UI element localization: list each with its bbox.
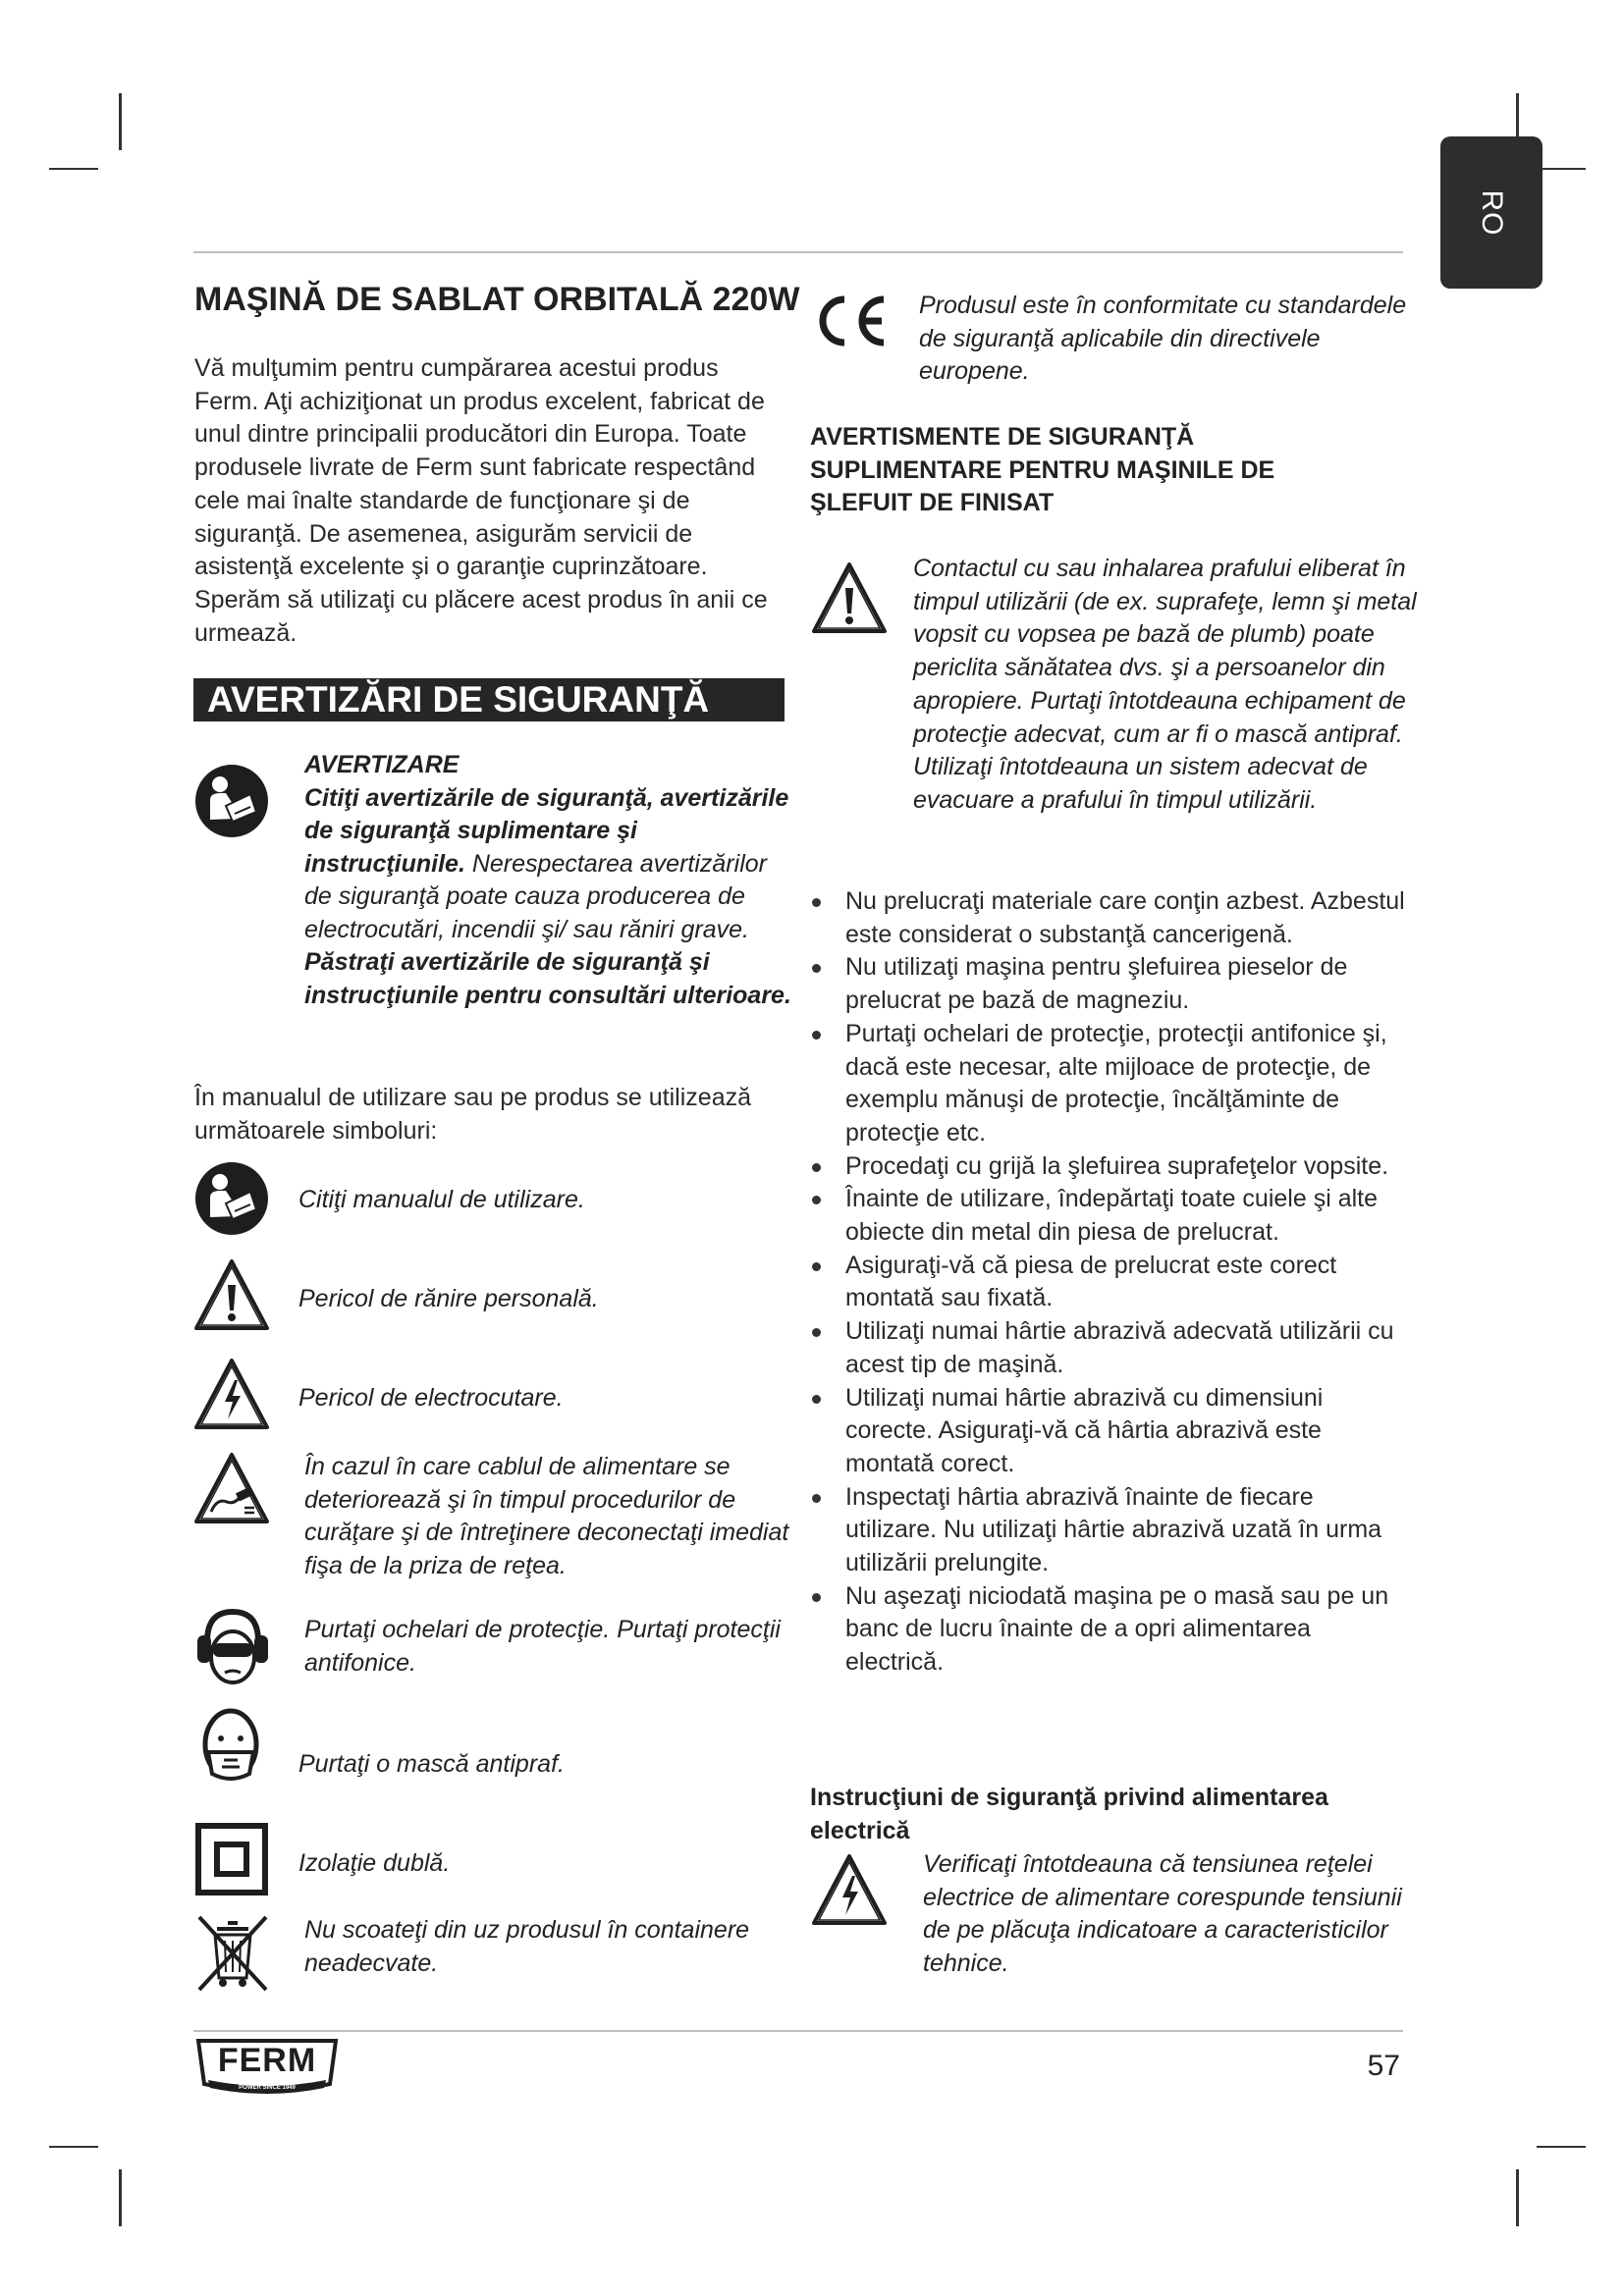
symbol-label: Citiţi manualul de utilizare. bbox=[298, 1186, 585, 1213]
ce-text: Produsul este în conformitate cu standardele de siguranţă aplicabile din directivele europene. bbox=[919, 292, 1407, 385]
electric-shock-icon bbox=[811, 1852, 888, 1927]
list-item: Inspectaţi hârtia abrazivă înainte de fiecare utilizare. Nu utilizaţi hârtie abrazivă uzată în urma utilizării prelungite. bbox=[810, 1481, 1409, 1580]
brand-name: FERM bbox=[217, 2042, 317, 2079]
language-tab bbox=[1440, 136, 1543, 289]
crop-mark bbox=[49, 2146, 98, 2148]
list-item: Utilizaţi numai hârtie abrazivă cu dimensiuni corecte. Asiguraţi-vă că hârtia abrazivă este montată corect. bbox=[810, 1382, 1409, 1481]
page-title: MAŞINĂ DE SABLAT ORBITALĂ 220W bbox=[194, 281, 800, 318]
warning-keep-text: Păstraţi avertizările de siguranţă şi instrucţiunile pentru consultări ulterioare. bbox=[304, 948, 791, 1009]
electrical-heading: Instrucţiuni de siguranţă privind alimentarea electrică bbox=[810, 1784, 1328, 1844]
crop-mark bbox=[49, 168, 98, 170]
list-item: Asiguraţi-vă că piesa de prelucrat este corect montată sau fixată. bbox=[810, 1250, 1409, 1315]
ce-mark bbox=[811, 292, 890, 350]
unplug-cable-icon bbox=[193, 1451, 270, 1525]
symbol-label: Izolaţie dublă. bbox=[298, 1849, 451, 1877]
list-item: Purtaţi ochelari de protecţie, protecţii antifonice şi, dacă este necesar, alte mijloace de protecţie, de exemplu mănuşi de protecţie, încălţăminte de protecţie etc. bbox=[810, 1018, 1409, 1150]
warning-body-text: Nerespectarea avertizărilor de siguranţă poate cauza producerea de electrocutări, incendii şi/ sau răniri grave. bbox=[304, 849, 767, 943]
crop-mark bbox=[119, 2169, 122, 2226]
sanding-heading: AVERTISMENTE DE SIGURANŢĂ SUPLIMENTARE PENTRU MAŞINILE DE ŞLEFUIT DE FINISAT bbox=[810, 423, 1275, 516]
section-header bbox=[193, 678, 785, 721]
list-item: Nu utilizaţi maşina pentru şlefuirea pieselor de prelucrat pe bază de magneziu. bbox=[810, 951, 1409, 1017]
crossed-bin-icon bbox=[195, 1913, 270, 1994]
bottom-rule bbox=[193, 2030, 1403, 2032]
double-insulation-icon bbox=[195, 1823, 268, 1896]
warning-bold-text: Citiţi avertizările de siguranţă, avertizările de siguranţă suplimentare şi instrucţiunile. bbox=[304, 783, 789, 878]
symbol-label: Nu scoateţi din uz produsul în containere neadecvate. bbox=[304, 1916, 750, 1977]
symbol-label: Pericol de rănire personală. bbox=[298, 1285, 599, 1312]
warning-heading: AVERTIZARE bbox=[304, 751, 460, 778]
warning-block bbox=[297, 749, 797, 1012]
crop-mark bbox=[1537, 2146, 1586, 2148]
warning-triangle-icon bbox=[811, 561, 888, 635]
electric-shock-icon bbox=[193, 1357, 270, 1431]
list-item: Înainte de utilizare, îndepărtaţi toate cuiele şi alte obiecte din metal din piesa de prelucrat. bbox=[810, 1183, 1409, 1249]
dust-warning-text: Contactul cu sau inhalarea prafului eliberat în timpul utilizării (de ex. suprafeţe, lemn şi metal vopsit cu vopsea pe bază de plumb) poate periclita sănătatea dvs. şi a persoanelor din apropiere. Purtaţi întotdeauna echipament de protecţie adecvat, cum ar fi o mască antipraf. Utilizaţi întotdeauna un sistem adecvat de evacuare a prafului în timpul utilizării. bbox=[913, 555, 1417, 814]
crop-mark bbox=[119, 93, 122, 150]
dust-mask-icon bbox=[196, 1707, 265, 1786]
read-manual-icon bbox=[193, 1160, 270, 1237]
language-tab-label: RO bbox=[1476, 189, 1508, 236]
section-header-title: AVERTIZĂRI DE SIGURANŢĂ bbox=[207, 679, 710, 720]
top-rule bbox=[193, 251, 1403, 253]
goggles-earmuffs-icon bbox=[193, 1606, 272, 1684]
symbol-label: Pericol de electrocutare. bbox=[298, 1384, 564, 1412]
list-item: Procedaţi cu grijă la şlefuirea suprafeţelor vopsite. bbox=[810, 1150, 1409, 1184]
crop-mark bbox=[1537, 168, 1586, 170]
intro-paragraph: Vă mulţumim pentru cumpărarea acestui produs Ferm. Aţi achiziţionat un produs excelent, fabricat de unul dintre principalii producători din Europa. Toate produsele livrate de Ferm sunt fabricate respectând cele mai înalte standarde de funcţionare şi de siguranţă. De asemenea, asigurăm servicii de asistenţă excelente şi o garanţie cuprinzătoare. Sperăm să utilizaţi cu plăcere acest produs în anii ce urmează. bbox=[194, 354, 768, 647]
brand-tagline: POWER SINCE 1949 bbox=[239, 2085, 296, 2091]
read-manual-icon bbox=[193, 763, 270, 839]
ferm-logo bbox=[194, 2037, 340, 2098]
warning-triangle-icon bbox=[193, 1257, 270, 1332]
list-item: Utilizaţi numai hârtie abrazivă adecvată utilizării cu acest tip de maşină. bbox=[810, 1315, 1409, 1381]
list-item: Nu prelucraţi materiale care conţin azbest. Azbestul este considerat o substanţă cancerigenă. bbox=[810, 885, 1409, 951]
symbol-label: Purtaţi o mască antipraf. bbox=[298, 1750, 565, 1778]
page-number: 57 bbox=[1367, 2050, 1400, 2082]
safety-bullet-list bbox=[810, 885, 1409, 1680]
symbols-intro: În manualul de utilizare sau pe produs se utilizează următoarele simboluri: bbox=[194, 1084, 752, 1145]
list-item: Nu aşezaţi niciodată maşina pe o masă sau pe un banc de lucru înainte de a opri alimentarea electrică. bbox=[810, 1580, 1409, 1680]
symbol-label: În cazul în care cablul de alimentare se deteriorează şi în timpul procedurilor de curăţare şi de întreţinere deconectaţi imediat fişa de la priza de reţea. bbox=[304, 1453, 789, 1579]
crop-mark bbox=[1516, 2169, 1519, 2226]
symbol-label: Purtaţi ochelari de protecţie. Purtaţi protecţii antifonice. bbox=[304, 1616, 781, 1677]
electrical-text: Verificaţi întotdeauna că tensiunea reţelei electrice de alimentare corespunde tensiunii de pe plăcuţa indicatoare a caracteristicilor tehnice. bbox=[923, 1850, 1402, 1978]
